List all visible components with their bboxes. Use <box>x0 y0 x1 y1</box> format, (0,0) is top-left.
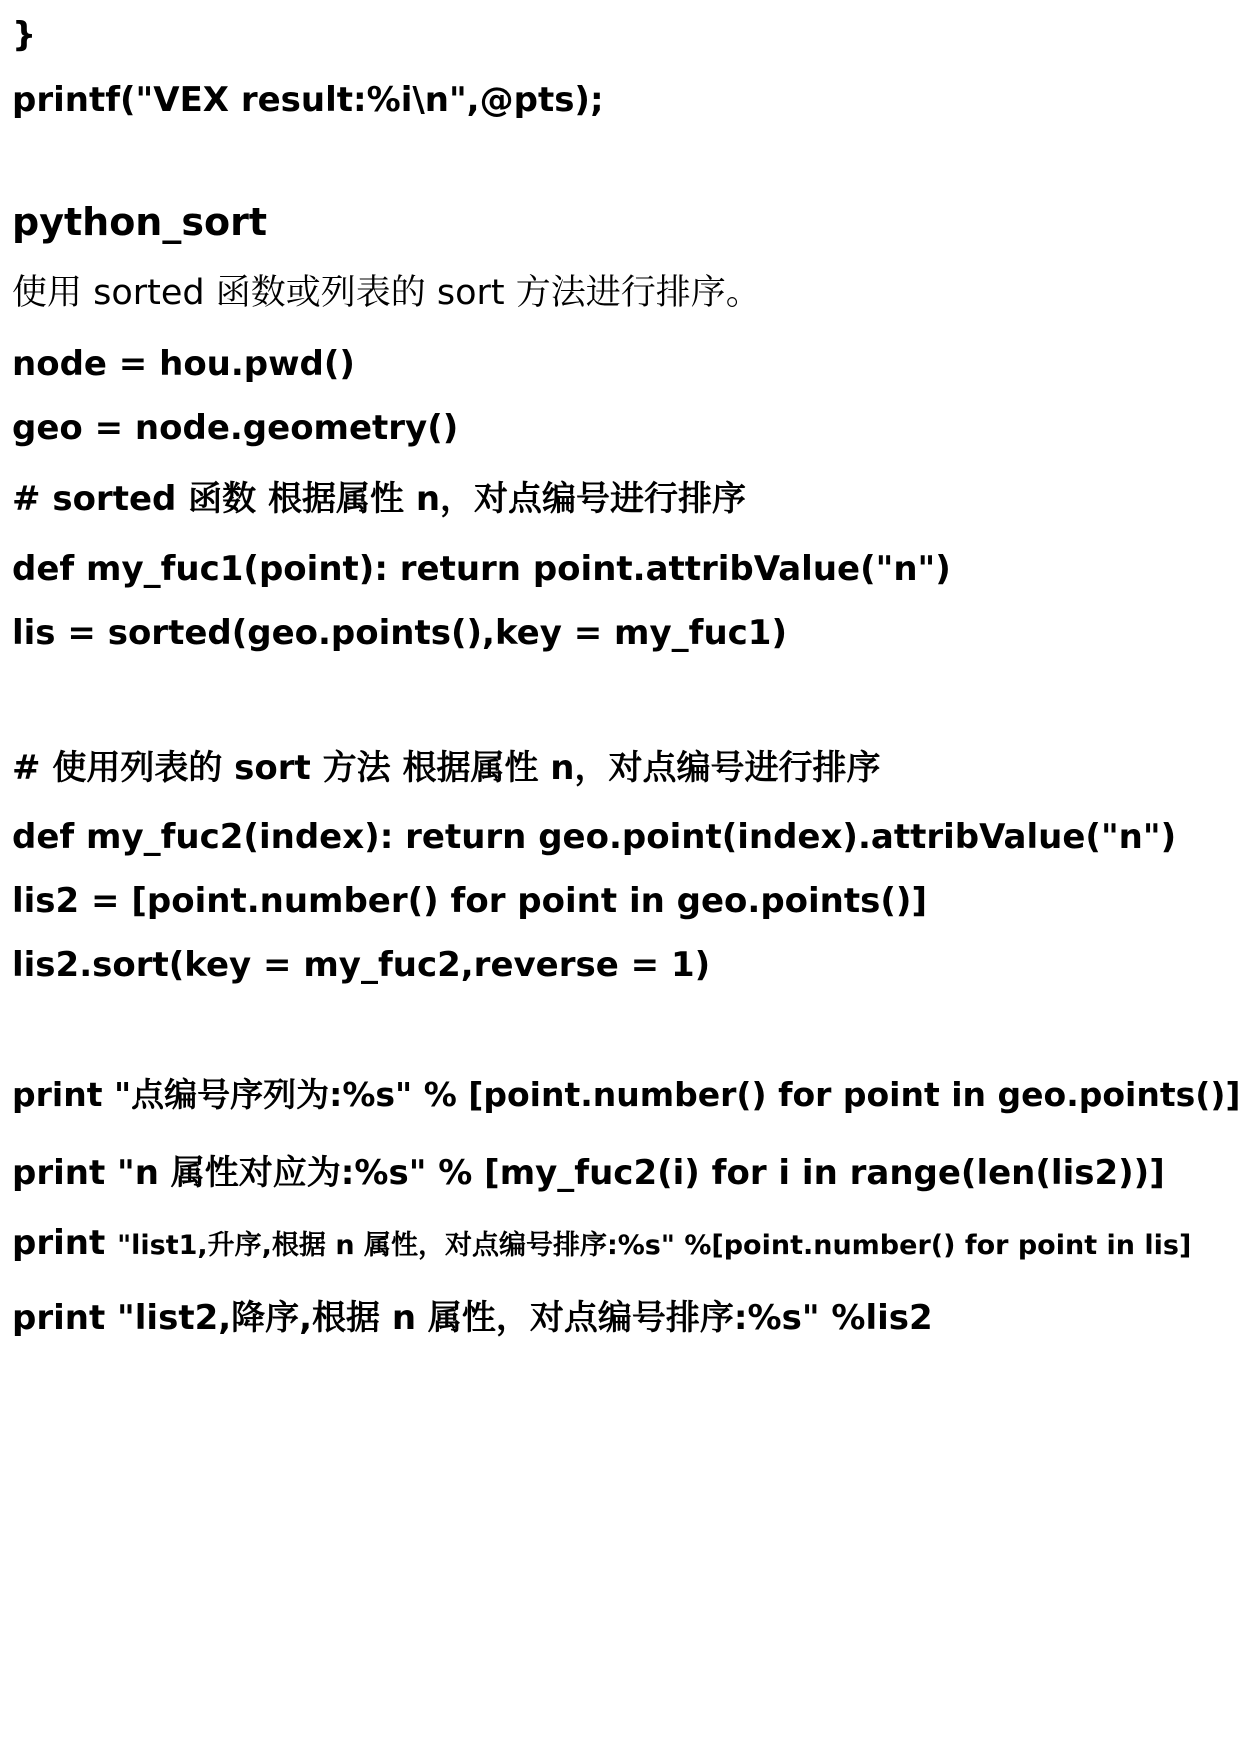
vex-printf-line: printf("VEX result:%i\n",@pts); <box>12 80 604 120</box>
closing-brace: } <box>12 15 37 55</box>
print-line-list1-text: "list1,升序,根据 n 属性，对点编号排序:%s" %[point.number() for point in lis] <box>117 1230 1192 1261</box>
print-line-point-numbers: print "点编号序列为:%s" % [point.number() for point in geo.points()] <box>12 1075 1241 1114</box>
print-line-list2: print "list2,降序,根据 n 属性，对点编号排序:%s" %lis2 <box>12 1298 933 1338</box>
code-line-lis2-sort: lis2.sort(key = my_fuc2,reverse = 1) <box>12 945 711 985</box>
print-line-attr-n: print "n 属性对应为:%s" % [my_fuc2(i) for i in range(len(lis2))] <box>12 1153 1165 1193</box>
code-line-geo: geo = node.geometry() <box>12 408 459 448</box>
section-description: 使用 sorted 函数或列表的 sort 方法进行排序。 <box>12 273 761 313</box>
code-line-lis2: lis2 = [point.number() for point in geo.points()] <box>12 881 927 921</box>
code-line-def-fuc2: def my_fuc2(index): return geo.point(index).attribValue("n") <box>12 817 1177 857</box>
print-line-list1 <box>12 1223 1192 1263</box>
code-line-def-fuc1: def my_fuc1(point): return point.attribValue("n") <box>12 549 951 589</box>
print-keyword: print <box>12 1223 106 1263</box>
code-line-node: node = hou.pwd() <box>12 344 355 384</box>
section-heading: python_sort <box>12 200 267 244</box>
comment-sorted: # sorted 函数 根据属性 n，对点编号进行排序 <box>12 479 747 519</box>
comment-sort-method: # 使用列表的 sort 方法 根据属性 n，对点编号进行排序 <box>12 748 881 788</box>
code-line-lis: lis = sorted(geo.points(),key = my_fuc1) <box>12 613 787 653</box>
